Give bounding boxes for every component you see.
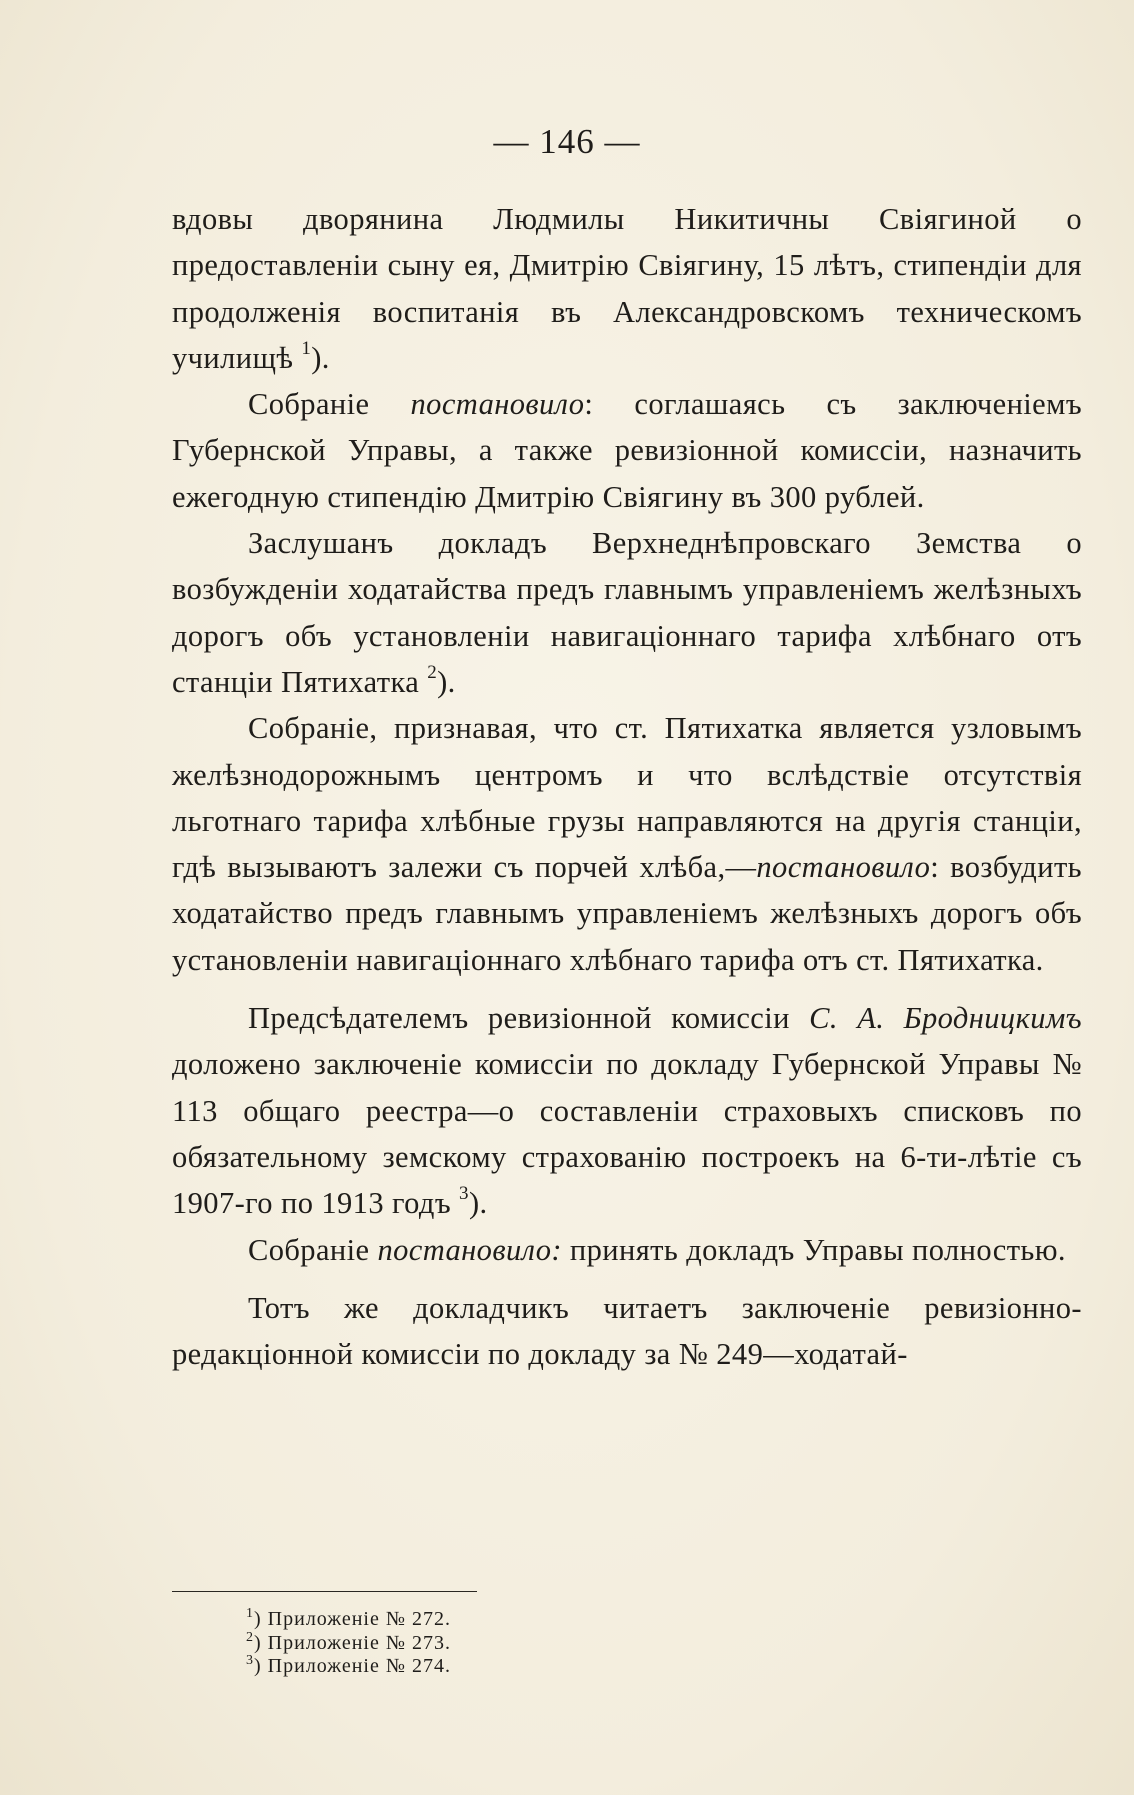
footnote-1-number: 1 <box>246 1606 254 1621</box>
paragraph-5-italic: С. А. Бродницкимъ <box>809 1001 1082 1036</box>
footnote-2 <box>246 1629 451 1656</box>
footnote-2-text: Приложеніе № 273. <box>261 1631 451 1654</box>
footnote-divider <box>172 1591 477 1592</box>
footnote-1 <box>246 1608 451 1632</box>
footnote-1-bracket: ) <box>254 1608 262 1630</box>
paragraph-6-text: Собраніе <box>248 1232 378 1267</box>
paragraph-5-text: Предсѣдателемъ ревизіонной комиссіи <box>248 1001 810 1036</box>
paragraph-4-text: Собраніе, признавая, что ст. Пятихатка является узловымъ желѣзнодорожнымъ центромъ и что вслѣдствіе отсутствія льготнаго тарифа хлѣбные грузы направляются на другія станціи, гдѣ вызываютъ залежи съ порчей хлѣба,— <box>172 711 1082 885</box>
paragraph-2-italic: постановило <box>410 387 585 422</box>
paragraph-2 <box>172 381 1082 520</box>
footnote-ref-3: 3 <box>459 1183 469 1205</box>
paragraph-1-tail: ). <box>311 340 330 375</box>
paragraph-3-tail: ). <box>437 664 456 699</box>
paragraph-6-tail: принять докладъ Управы полностью. <box>561 1232 1066 1267</box>
paragraph-3 <box>172 520 1082 705</box>
footnote-3-number: 3 <box>246 1653 254 1668</box>
page-number: — 146 — <box>493 122 641 161</box>
paragraph-5 <box>172 995 1082 1226</box>
footnote-2-bracket: ) <box>254 1631 262 1654</box>
paragraph-2-tail: : соглашаясь съ заключеніемъ Губернской Управы, а также ревизіонной комиссіи, назначить ежегодную стипендію Дмитрію Свіягину въ 300 рублей. <box>172 387 1082 514</box>
paragraph-7 <box>172 1285 1082 1378</box>
body-text <box>172 196 1082 1377</box>
footnote-ref-1: 1 <box>301 337 312 359</box>
paragraph-5-tail: ). <box>468 1186 488 1221</box>
footnote-2-number: 2 <box>246 1629 254 1645</box>
footnote-3-bracket: ) <box>254 1655 262 1677</box>
footnote-1-text: Приложеніе № 272. <box>261 1608 451 1630</box>
paragraph-3-text: Заслушанъ докладъ Верхнеднѣпровскаго Земства о возбужденіи ходатайства предъ главнымъ управленіемъ желѣзныхъ дорогъ объ установленіи навигаціоннаго тарифа хлѣбнаго отъ станціи Пятихатка <box>172 526 1082 699</box>
paragraph-6-italic: постановило: <box>377 1232 562 1267</box>
paragraph-6 <box>172 1227 1082 1273</box>
paragraph-1 <box>172 196 1082 381</box>
footnote-3-text: Приложеніе № 274. <box>261 1655 451 1677</box>
footnotes <box>246 1608 451 1679</box>
paragraph-5-middle: доложено заключеніе комиссіи по докладу Губернской Управы № 113 общаго реестра—о составленіи страховыхъ списковъ по обязательному земскому страхованію построекъ на 6-ти-лѣтіе съ 1907-го по 1913 годъ <box>172 1047 1082 1221</box>
footnote-ref-2: 2 <box>427 661 438 683</box>
paragraph-1-text: вдовы дворянина Людмилы Никитичны Свіягиной о предоставленіи сыну ея, Дмитрію Свіягину, 15 лѣтъ, стипендіи для продолженія воспитанія въ Александровскомъ техническомъ училищѣ <box>172 202 1082 375</box>
paragraph-4-tail: : возбудить ходатайство предъ главнымъ управленіемъ желѣзныхъ дорогъ объ установленіи навигаціоннаго хлѣбнаго тарифа отъ ст. Пятихатка. <box>172 850 1082 977</box>
footnote-3 <box>246 1655 451 1679</box>
paragraph-2-text: Собраніе <box>248 387 411 422</box>
paragraph-4 <box>172 705 1082 983</box>
paragraph-4-italic: постановило <box>756 850 931 885</box>
paragraph-7-text: Тотъ же докладчикъ читаетъ заключеніе ревизіонно-редакціонной комиссіи по докладу за № 249—ходатай- <box>172 1290 1082 1372</box>
